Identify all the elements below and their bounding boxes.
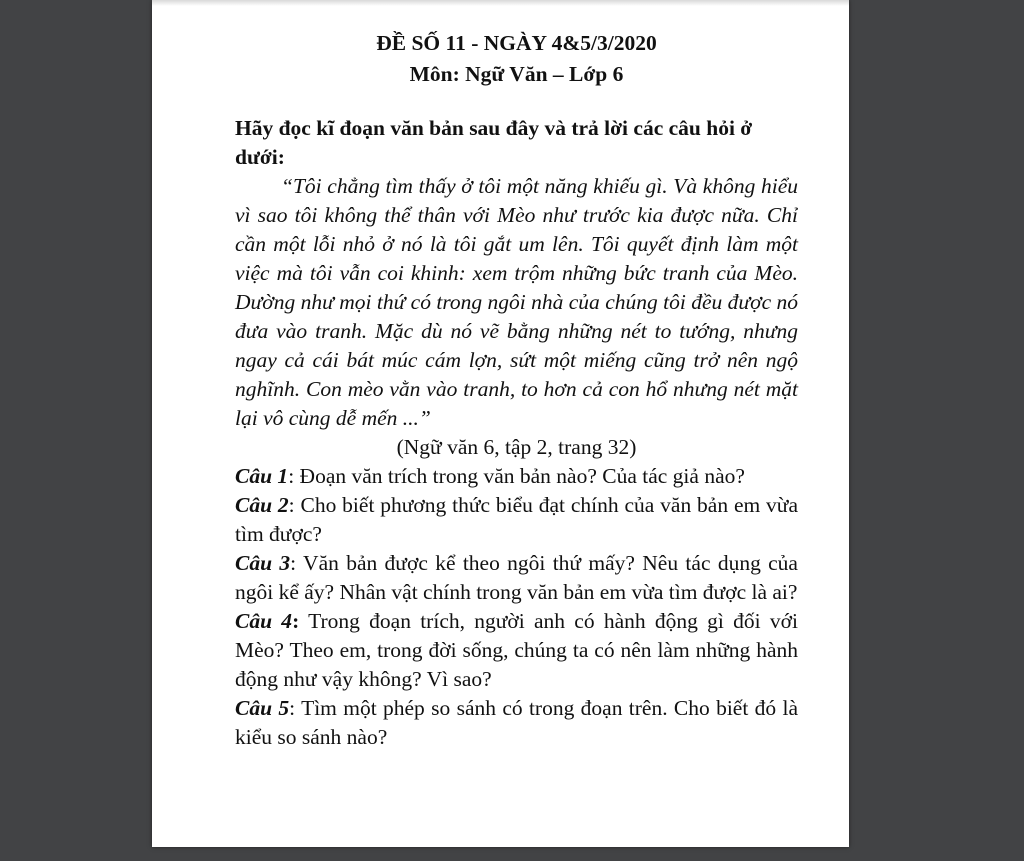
source-citation: (Ngữ văn 6, tập 2, trang 32) [396,435,637,459]
instruction-text: Hãy đọc kĩ đoạn văn bản sau đây và trả lời các câu hỏi ở dưới: [235,116,753,169]
question-4 [235,607,798,694]
question-colon: : [290,551,297,575]
question-label: Câu 2 [235,493,289,517]
question-text: Cho biết phương thức biểu đạt chính của văn bản em vừa tìm được? [235,493,798,546]
question-label: Câu 4 [235,609,293,633]
question-text: Tìm một phép so sánh có trong đoạn trên. Cho biết đó là kiểu so sánh nào? [235,696,798,749]
document-page [152,0,849,847]
question-1 [235,462,798,491]
spacer [235,90,798,114]
question-label: Câu 1 [235,464,289,488]
question-text: Văn bản được kể theo ngôi thứ mấy? Nêu tác dụng của ngôi kể ấy? Nhân vật chính trong văn bản em vừa tìm được là ai? [235,551,798,604]
passage-text [235,172,798,433]
question-2 [235,491,798,549]
exam-subtitle: Môn: Ngữ Văn – Lớp 6 [409,62,624,86]
passage-body: “Tôi chẳng tìm thấy ở tôi một năng khiếu gì. Và không hiểu vì sao tôi không thể thân với Mèo như trước kia được nữa. Chỉ cần một lỗi nhỏ ở nó là tôi gắt um lên. Tôi quyết định làm một việc mà tôi vẫn coi khinh: xem trộm những bức tranh của Mèo. Dường như mọi thứ có trong ngôi nhà của chúng tôi đều được nó đưa vào tranh. Mặc dù nó vẽ bằng những nét to tướng, nhưng ngay cả cái bát múc cám lợn, sứt một miếng cũng trở nên ngộ nghĩnh. Con mèo vằn vào tranh, to hơn cả con hổ nhưng nét mặt lại vô cùng dễ mến ...” [235,174,798,430]
exam-title: ĐỀ SỐ 11 - NGÀY 4&5/3/2020 [376,31,657,55]
question-label: Câu 3 [235,551,291,575]
question-text: Đoạn văn trích trong văn bản nào? Của tác giả nào? [294,464,745,488]
question-colon: : [288,493,295,517]
document-content [235,28,798,752]
question-3 [235,549,798,607]
question-colon: : [292,609,300,633]
question-5 [235,694,798,752]
question-text: Trong đoạn trích, người anh có hành động gì đối với Mèo? Theo em, trong đời sống, chúng ta có nên làm những hành động như vậy không? Vì sao? [235,609,798,691]
question-colon: : [288,464,295,488]
question-colon: : [289,696,296,720]
question-label: Câu 5 [235,696,290,720]
